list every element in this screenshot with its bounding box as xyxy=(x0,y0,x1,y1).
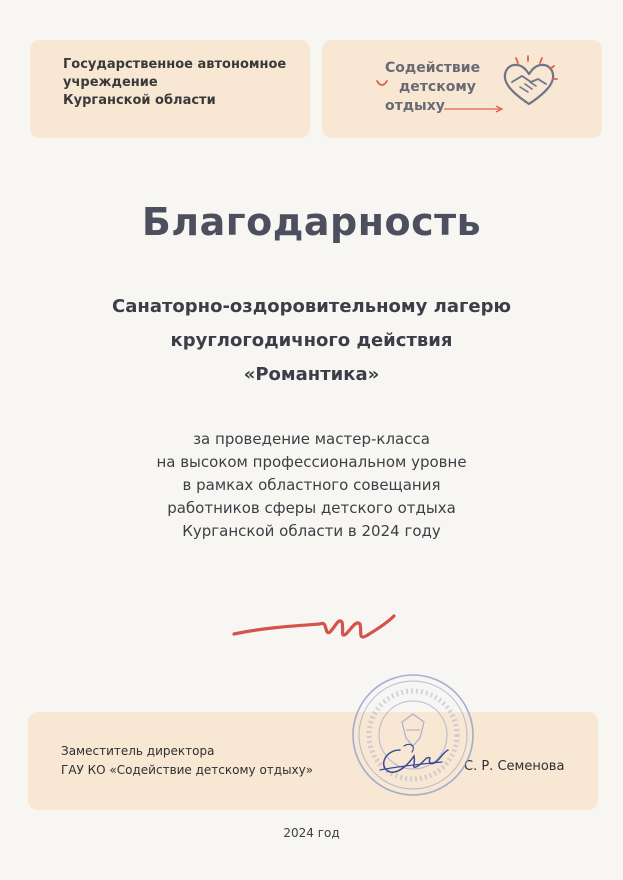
certificate-title: Благодарность xyxy=(141,200,482,244)
logo-smile-icon xyxy=(376,80,388,88)
reason-line: за проведение мастер-класса xyxy=(193,430,430,448)
recipient-name xyxy=(0,290,623,392)
signature-card xyxy=(28,712,598,810)
reason-line: в рамках областного совещания xyxy=(182,476,441,494)
signatory-position xyxy=(61,742,313,780)
award-reason xyxy=(0,428,623,543)
logo-line: отдыху xyxy=(385,98,445,114)
document-year: 2024 год xyxy=(283,826,340,840)
signatory-name: С. Р. Семенова xyxy=(464,759,565,774)
logo-line: детскому xyxy=(399,79,476,95)
recipient-line: «Романтика» xyxy=(243,364,380,385)
handwritten-signature-icon xyxy=(370,740,450,780)
reason-line: Курганской области в 2024 году xyxy=(182,522,441,540)
arrow-right-icon xyxy=(444,105,504,113)
organization-line: Государственное автономное xyxy=(63,57,287,72)
logo-line: Содействие xyxy=(385,60,481,76)
organization-name xyxy=(63,56,286,110)
organization-line: Курганской области xyxy=(63,93,216,108)
position-line: ГАУ КО «Содействие детскому отдыху» xyxy=(61,763,314,777)
organization-card xyxy=(30,40,310,138)
decorative-flourish-icon xyxy=(232,610,396,650)
recipient-line: Санаторно-оздоровительному лагерю xyxy=(112,296,511,317)
reason-line: работников сферы детского отдыха xyxy=(167,499,456,517)
logo-card xyxy=(322,40,602,138)
recipient-line: круглогодичного действия xyxy=(170,330,453,351)
organization-line: учреждение xyxy=(63,75,158,90)
position-line: Заместитель директора xyxy=(61,744,215,758)
handshake-heart-icon xyxy=(498,54,560,110)
reason-line: на высоком профессиональном уровне xyxy=(156,453,467,471)
